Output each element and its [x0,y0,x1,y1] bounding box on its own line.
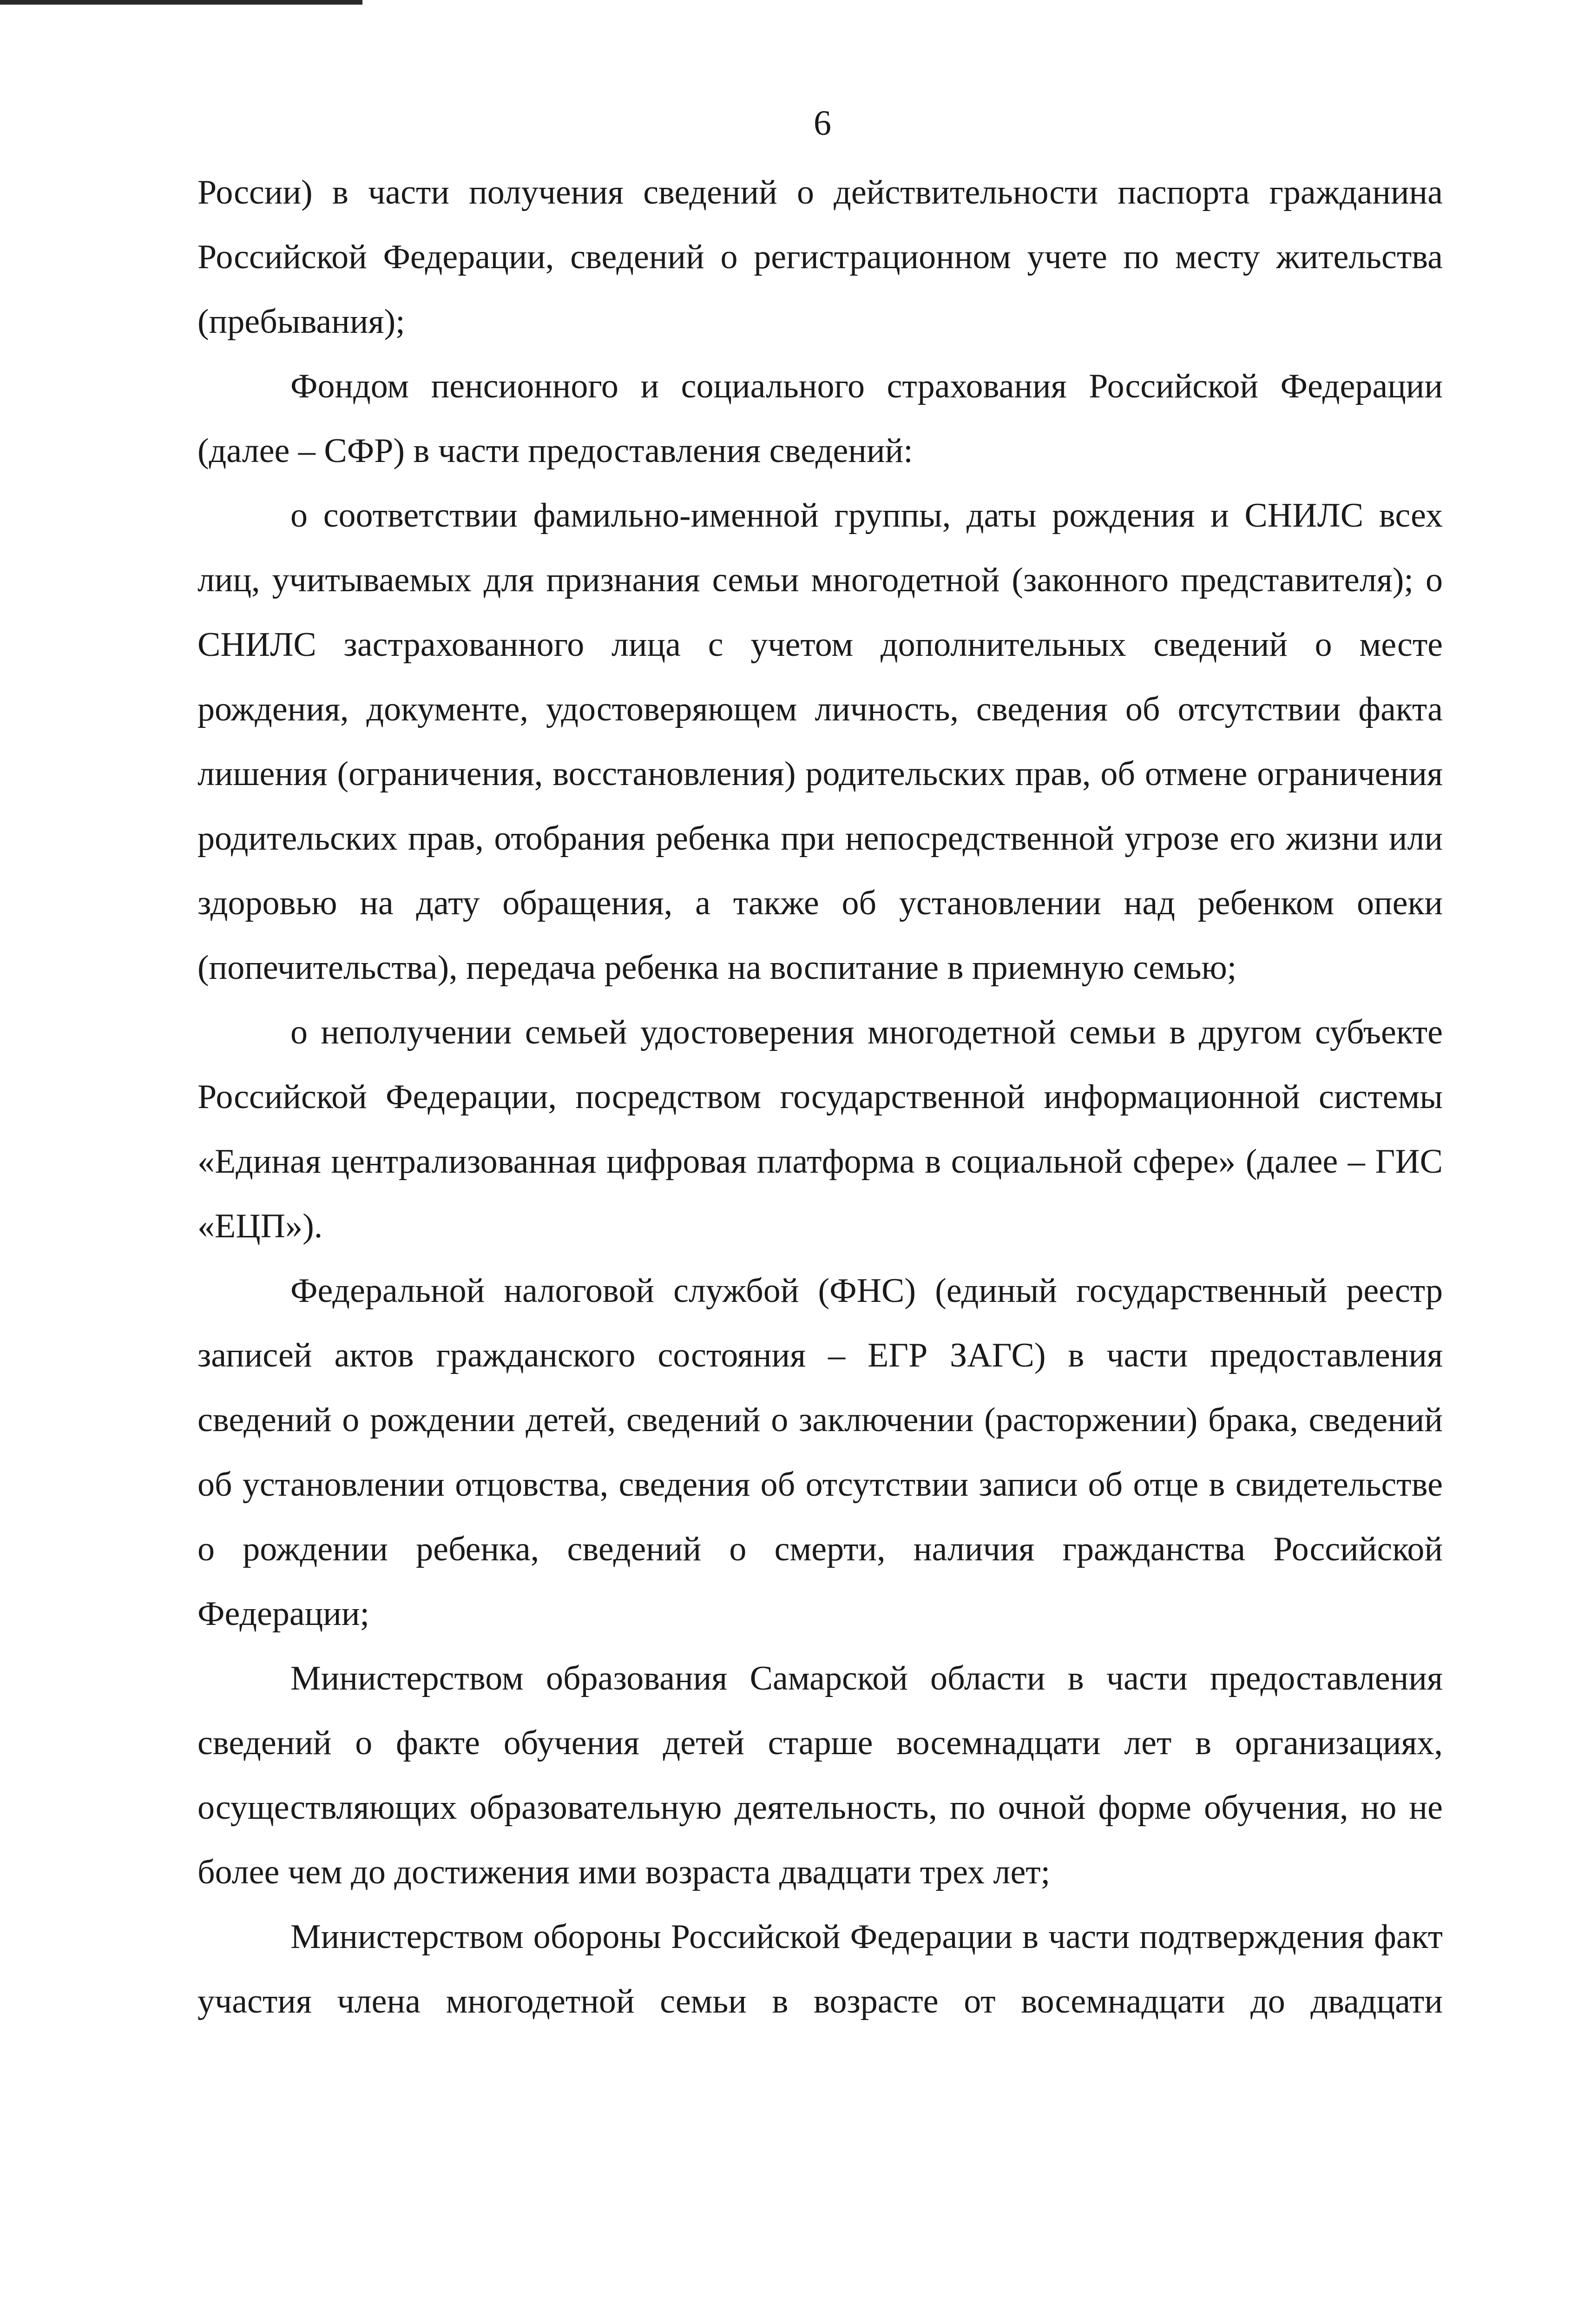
paragraph-fns-zags: Федеральной налоговой службой (ФНС) (единый государственный реестр записей актов гражданского состояния – ЕГР ЗАГС) в части предоставления сведений о рождении детей, сведений о заключении (расторжении) брака, сведений об установлении отцовства, сведения об отсутствии записи об отце в свидетельстве о рождении ребенка, сведений о смерти, наличия гражданства Российской Федерации; [197,1272,1443,1633]
paragraph-ministry-education: Министерством образования Самарской области в части предоставления сведений о факте обучения детей старше восемнадцати лет в организациях, осуществляющих образовательную деятельность, по очной форме обучения, но не более чем до достижения ими возраста двадцати трех лет; [197,1659,1443,1891]
paragraph-gis-ecp: о неполучении семьей удостоверения многодетной семьи в другом субъекте Российской Федерации, посредством государственной информационной системы «Единая централизованная цифровая платформа в социальной сфере» (далее – ГИС «ЕЦП»). [197,1013,1443,1245]
paragraph-passport-registration: России) в части получения сведений о действительности паспорта гражданина Российской Федерации, сведений о регистрационном учете по месту жительства (пребывания); [197,173,1443,341]
page-number: 6 [814,104,831,143]
document-body [197,160,1443,2034]
paragraph-sfr-snils-details: о соответствии фамильно-именной группы, даты рождения и СНИЛС всех лиц, учитываемых для признания семьи многодетной (законного представителя); о СНИЛС застрахованного лица с учетом дополнительных сведений о месте рождения, документе, удостоверяющем личность, сведения об отсутствии факта лишения (ограничения, восстановления) родительских прав, об отмене ограничения родительских прав, отобрания ребенка при непосредственной угрозе его жизни или здоровью на дату обращения, а также об установлении над ребенком опеки (попечительства), передача ребенка на воспитание в приемную семью; [197,496,1443,987]
paragraph-sfr-intro: Фондом пенсионного и социального страхования Российской Федерации (далее – СФР) в части предоставления сведений: [197,367,1443,470]
paragraph-ministry-defense: Министерством обороны Российской Федерации в части подтверждения факт участия члена многодетной семьи в возрасте от восемнадцати до двадцати [197,1918,1443,2020]
